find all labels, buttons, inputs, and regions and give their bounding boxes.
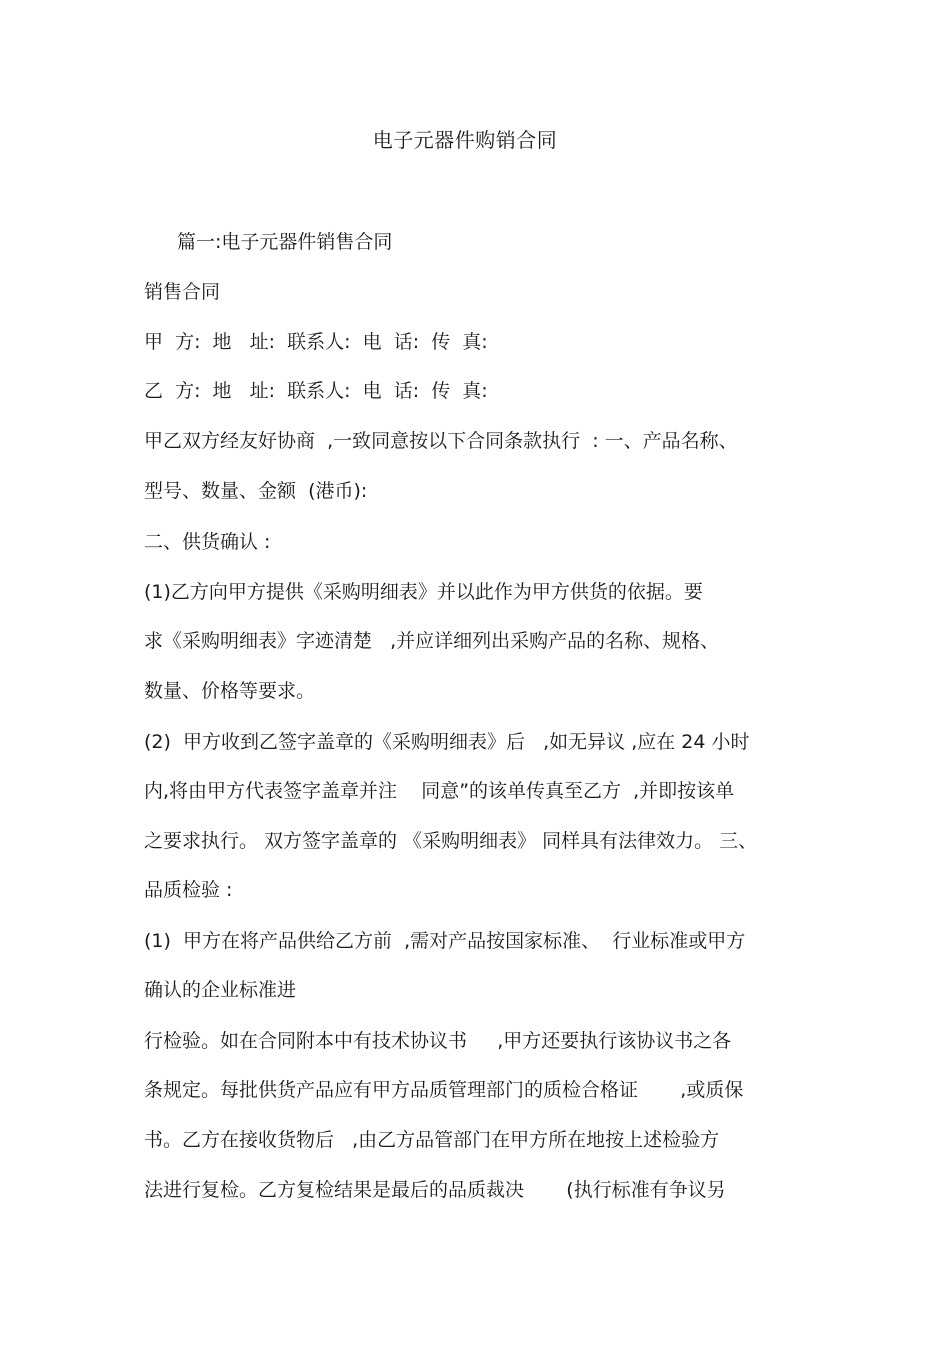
contract-subtitle: 销售合同 (144, 281, 221, 303)
paragraph-line: 型号、数量、金额 (港币): (144, 480, 368, 502)
paragraph-line: (2) 甲方收到乙签字盖章的《采购明细表》后 ,如无异议 ,应在 24 小时 (144, 731, 750, 753)
clause-heading: 品质检验 : (144, 879, 233, 901)
party-a-fields: 甲 方: 地 址: 联系人: 电 话: 传 真: (144, 331, 488, 353)
paragraph-line: 条规定。每批供货产品应有甲方品质管理部门的质检合格证 ,或质保 (144, 1079, 744, 1101)
paragraph-line: (1) 甲方在将产品供给乙方前 ,需对产品按国家标准、 行业标准或甲方 (144, 930, 746, 952)
paragraph-line: 内,将由甲方代表签字盖章并注 同意”的该单传真至乙方 ,并即按该单 (144, 780, 735, 802)
document-title: 电子元器件购销合同 (372, 128, 558, 152)
clause-heading: 二、供货确认 : (144, 531, 271, 553)
paragraph-line: 书。乙方在接收货物后 ,由乙方品管部门在甲方所在地按上述检验方 (144, 1129, 720, 1151)
paragraph-line: 确认的企业标准进 (144, 979, 297, 1001)
paragraph-line: (1)乙方向甲方提供《采购明细表》并以此作为甲方供货的依据。要 (144, 581, 703, 603)
paragraph-line: 法进行复检。乙方复检结果是最后的品质裁决 (执行标准有争议另 (144, 1179, 726, 1201)
paragraph-line: 数量、价格等要求。 (144, 680, 316, 702)
section-heading: 篇一:电子元器件销售合同 (177, 231, 393, 253)
paragraph-line: 求《采购明细表》字迹清楚 ,并应详细列出采购产品的名称、规格、 (144, 630, 720, 652)
paragraph-line: 甲乙双方经友好协商 ,一致同意按以下合同条款执行 : 一、产品名称、 (144, 430, 738, 452)
party-b-fields: 乙 方: 地 址: 联系人: 电 话: 传 真: (144, 380, 488, 402)
paragraph-line: 之要求执行。 双方签字盖章的 《采购明细表》 同样具有法律效力。 三、 (144, 830, 758, 852)
paragraph-line: 行检验。如在合同附本中有技术协议书 ,甲方还要执行该协议书之各 (144, 1030, 732, 1052)
